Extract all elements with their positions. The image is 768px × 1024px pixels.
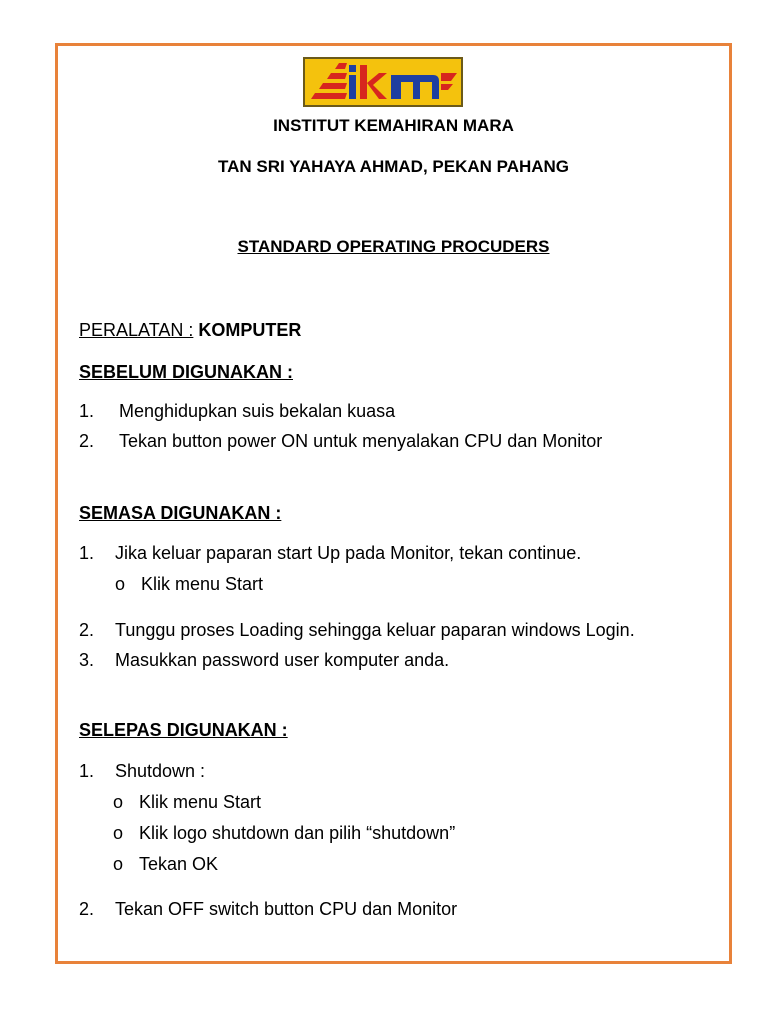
sub-item: o Klik logo shutdown dan pilih “shutdown” (113, 823, 456, 843)
list-item: 1. Shutdown : (79, 761, 206, 781)
sub-item: o Tekan OK (113, 854, 219, 874)
document-title: STANDARD OPERATING PROCUDERS (237, 237, 550, 256)
list-item: 3. Masukkan password user komputer anda. (79, 650, 450, 670)
sub-item: o Klik menu Start (113, 792, 262, 812)
after-heading: SELEPAS DIGUNAKAN : (79, 720, 288, 740)
equipment-line (79, 318, 301, 342)
sub-item: o Klik menu Start (115, 574, 264, 594)
list-item: 1. Menghidupkan suis bekalan kuasa (79, 401, 396, 421)
during-heading: SEMASA DIGUNAKAN : (79, 503, 282, 523)
list-item: 2. Tekan OFF switch button CPU dan Monitor (79, 899, 458, 919)
list-item: 2. Tekan button power ON untuk menyalakan CPU dan Monitor (79, 431, 603, 451)
list-item: 1. Jika keluar paparan start Up pada Monitor, tekan continue. (79, 543, 582, 563)
list-item: 2. Tunggu proses Loading sehingga keluar paparan windows Login. (79, 620, 635, 640)
institute-location: TAN SRI YAHAYA AHMAD, PEKAN PAHANG (217, 157, 570, 176)
before-heading: SEBELUM DIGUNAKAN : (79, 362, 293, 382)
ikm-logo (303, 57, 463, 107)
institute-name: INSTITUT KEMAHIRAN MARA (273, 116, 514, 135)
equipment-value: KOMPUTER (198, 320, 302, 340)
equipment-label: PERALATAN : (79, 320, 194, 340)
